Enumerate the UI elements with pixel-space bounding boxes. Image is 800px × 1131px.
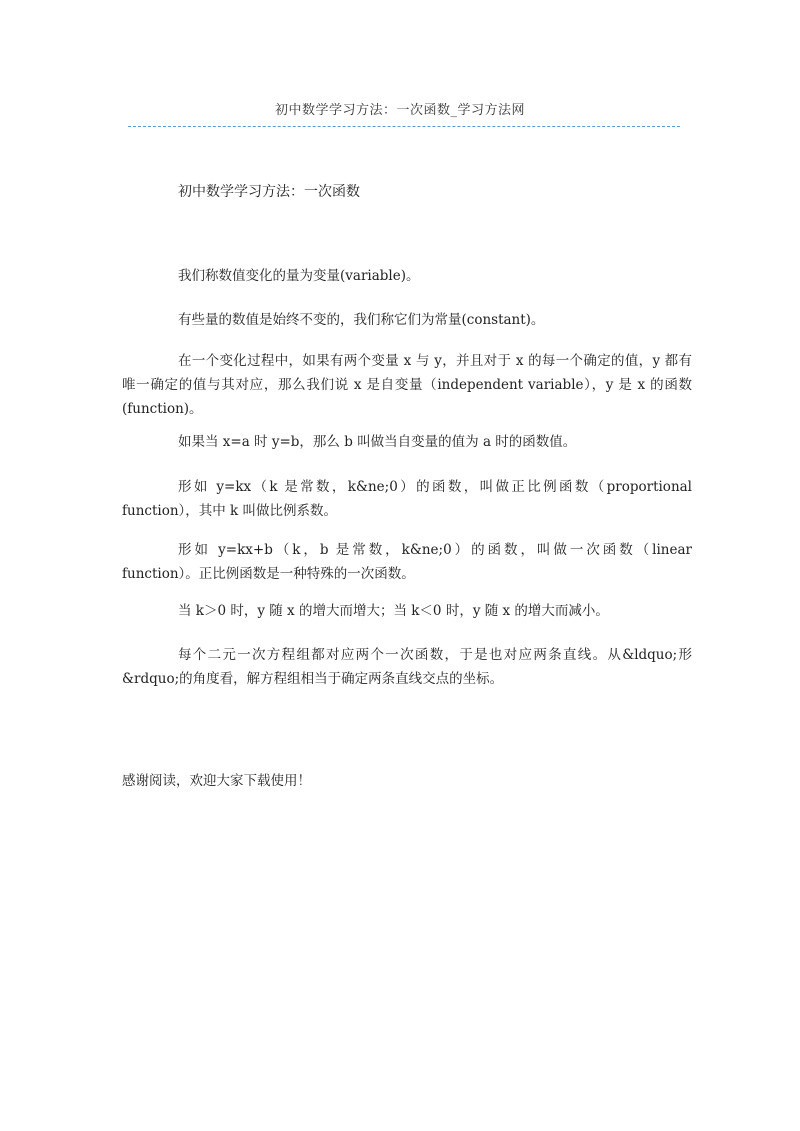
paragraph-linear-function: 形如 y=kx+b（k，b 是常数，k&ne;0）的函数，叫做一次函数（linear function）。正比例函数是一种特殊的一次函数。 (122, 542, 692, 582)
paragraph-function-definition: 在一个变化过程中，如果有两个变量 x 与 y，并且对于 x 的每一个确定的值，y 都有唯一确定的值与其对应，那么我们说 x 是自变量（independent variable），y 是 x 的函数(function)。 (122, 353, 692, 417)
paragraph-function-value: 如果当 x=a 时 y=b，那么 b 叫做当自变量的值为 a 时的函数值。 (178, 434, 577, 450)
paragraph-variable: 我们称数值变化的量为变量(variable)。 (178, 268, 420, 284)
paragraph-constant: 有些量的数值是始终不变的，我们称它们为常量(constant)。 (178, 312, 545, 328)
paragraph-proportional-function: 形如 y=kx（k 是常数，k&ne;0）的函数，叫做正比例函数（proportional function），其中 k 叫做比例系数。 (122, 479, 692, 519)
document-title: 初中数学学习方法：一次函数 (178, 184, 360, 200)
page-header-title: 初中数学学习方法：一次函数_学习方法网 (274, 103, 525, 118)
header-dashed-divider (128, 126, 680, 127)
paragraph-equation-system: 每个二元一次方程组都对应两个一次函数，于是也对应两条直线。从&ldquo;形&rdquo;的角度看，解方程组相当于确定两条直线交点的坐标。 (122, 647, 692, 687)
closing-note: 感谢阅读，欢迎大家下载使用！ (122, 773, 311, 789)
paragraph-monotonicity: 当 k＞0 时，y 随 x 的增大而增大；当 k＜0 时，y 随 x 的增大而减小。 (178, 603, 609, 619)
